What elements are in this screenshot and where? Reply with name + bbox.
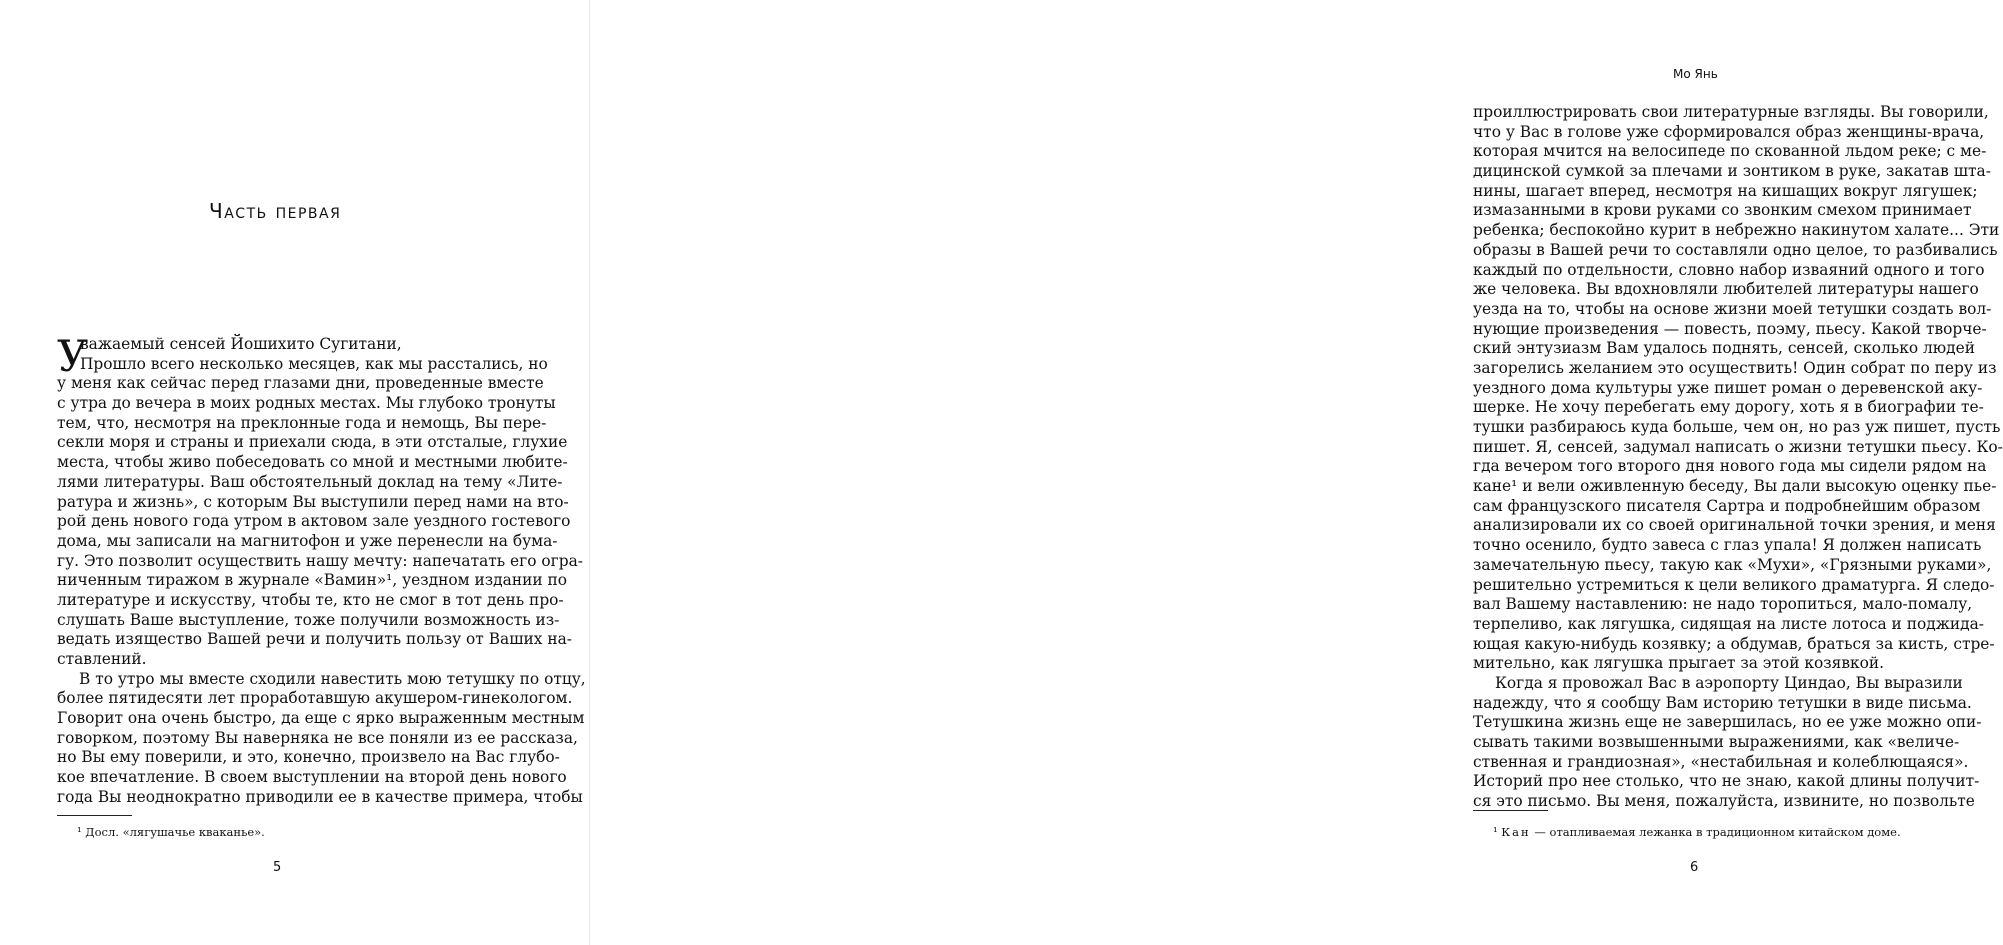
text-line: ведать изящество Вашей речи и получить пользу от Ваших на- <box>57 630 572 649</box>
text-line: ниченным тиражом в журнале «Вамин»¹, уездном издании по <box>57 571 568 590</box>
left-page <box>0 0 589 945</box>
text-line: Тетушкина жизнь еще не завершилась, но ее уже можно опи- <box>1473 713 1982 732</box>
text-line: более пятидесяти лет проработавшую акушером-гинекологом. <box>57 689 573 708</box>
text-line: вал Вашему наставлению: не надо торопиться, мало-помалу, <box>1473 595 1973 614</box>
text-line: уезда на то, чтобы на основе жизни моей тетушки создать вол- <box>1473 299 1992 318</box>
text-line: дицинской сумкой за плечами и зонтиком в руке, закатав шта- <box>1473 162 1991 181</box>
text-line: ратура и жизнь», с которым Вы выступили перед нами на вто- <box>57 492 569 511</box>
drop-cap: У <box>57 332 89 382</box>
text-line: загорелись желанием это осуществить! Один собрат по перу из <box>1473 358 1997 377</box>
text-line: но Вы ему поверили, и это, конечно, произвело на Вас глубо- <box>57 748 560 767</box>
footnote-mark: ¹ <box>1493 825 1498 839</box>
text-line: у меня как сейчас перед глазами дни, проведенные вместе <box>57 374 544 393</box>
text-line: которая мчится на велосипеде по скованной льдом реке; с ме- <box>1473 142 1987 161</box>
text-line: места, чтобы живо побеседовать со мной и местными любите- <box>57 453 568 472</box>
text-line: ребенка; беспокойно курит в небрежно накинутом халате... Эти <box>1473 221 2000 240</box>
text-line: что у Вас в голове уже сформировался образ женщины-врача, <box>1473 122 1985 141</box>
page-number: 5 <box>273 860 282 875</box>
left-text-block <box>57 332 586 808</box>
text-line: сам французского писателя Сартра и подробнейшим образом <box>1473 496 1981 515</box>
text-line: измазанными в крови руками со звонким смехом принимает <box>1473 201 1972 220</box>
right-page <box>590 0 2003 945</box>
footnote-text: — отапливаемая лежанка в традиционном китайском доме. <box>1534 825 1901 839</box>
text-line: шерке. Не хочу перебегать ему дорогу, хоть я в биографии те- <box>1473 398 1984 417</box>
text-line: рой день нового года утром в актовом зале уездного гостевого <box>57 512 571 531</box>
text-line: дома, мы записали на магнитофон и уже перенесли на бума- <box>57 531 558 550</box>
text-line: замечательную пьесу, такую как «Мухи», «Грязными руками», <box>1473 555 1992 574</box>
text-line: терпеливо, как лягушка, сидящая на листе лотоса и поджида- <box>1473 614 1984 633</box>
running-head: Мо Янь <box>1673 67 1718 81</box>
text-line: года Вы неоднократно приводили ее в качестве примера, чтобы <box>57 787 583 806</box>
text-line: нующие произведения — повесть, поэму, пьесу. Какой творче- <box>1473 319 1987 338</box>
text-line: надежду, что я сообщу Вам историю тетушки в виде письма. <box>1473 693 1972 712</box>
footnote-rule <box>57 815 132 816</box>
text-line: говорком, поэтому Вы наверняка не все поняли из ее рассказа, <box>57 728 578 747</box>
text-line: ский энтузиазм Вам удалось поднять, сенсей, сколько людей <box>1473 339 1976 358</box>
footnote <box>1493 825 1901 839</box>
text-line: анализировали их со своей оригинальной точки зрения, и меня <box>1473 516 1996 535</box>
right-text-block <box>1473 103 2003 812</box>
footnote-term: Кан <box>1501 825 1531 839</box>
text-line: ственная и грандиозная», «нестабильная и колеблющаяся». <box>1473 752 1969 771</box>
text-line: кане¹ и вели оживленную беседу, Вы дали высокую оценку пье- <box>1473 477 1997 496</box>
text-line: мительно, как лягушка прыгает за этой козявкой. <box>1473 654 1885 673</box>
text-line: нины, шагает вперед, несмотря на кишащих вокруг лягушек; <box>1473 181 1978 200</box>
text-line: лями литературы. Ваш обстоятельный доклад на тему «Лите- <box>57 472 563 491</box>
text-line: В то утро мы вместе сходили навестить мою тетушку по отцу, <box>79 669 586 688</box>
text-line: литературе и искусству, чтобы те, кто не смог в тот день про- <box>57 590 564 609</box>
text-line: проиллюстрировать свои литературные взгляды. Вы говорили, <box>1473 103 1989 121</box>
text-line: Историй про нее столько, что не знаю, какой длины получит- <box>1473 772 1980 791</box>
text-line: с утра до вечера в моих родных местах. Мы глубоко тронуты <box>57 394 556 413</box>
text-line: точно осенило, будто завеса с глаз упала! Я должен написать <box>1473 536 1982 555</box>
footnote-rule <box>1473 810 1548 811</box>
text-line: ставлений. <box>57 650 147 668</box>
text-line: секли моря и страны и приехали сюда, в эти отсталые, глухие <box>57 433 568 452</box>
text-line: сывать такими возвышенными выражениями, как «величе- <box>1473 733 1960 751</box>
text-line: ющая какую-нибудь козявку; а обдумав, браться за кисть, стре- <box>1473 634 1995 653</box>
text-line: решительно устремиться к цели великого драматурга. Я следо- <box>1473 575 1995 594</box>
text-line: Говорит она очень быстро, да еще с ярко выраженным местным <box>57 709 585 728</box>
text-line: кое впечатление. В своем выступлении на второй день нового <box>57 768 567 787</box>
text-line: Прошло всего несколько месяцев, как мы расстались, но <box>80 354 548 373</box>
text-line: пишет. Я, сенсей, задумал написать о жизни тетушки пьесу. Ко- <box>1473 437 2003 456</box>
text-line: гу. Это позволит осуществить нашу мечту: напечатать его огра- <box>57 551 583 570</box>
text-line: образы в Вашей речи то составляли одно целое, то разбивались <box>1473 240 1998 259</box>
text-line: ся это письмо. Вы меня, пожалуйста, извините, но позвольте <box>1473 792 1975 811</box>
text-line: уездного дома культуры уже пишет роман о деревенской аку- <box>1473 378 1983 397</box>
text-line: каждый по отдельности, словно набор изваяний одного и того <box>1473 260 1985 279</box>
text-line: важаемый сенсей Йошихито Сугитани, <box>80 335 402 353</box>
page-number: 6 <box>1690 860 1699 875</box>
text-line: гда вечером того второго дня нового года мы сидели рядом на <box>1473 457 1987 476</box>
chapter-title: Часть первая <box>209 199 342 223</box>
text-line: Когда я провожал Вас в аэропорту Циндао, Вы выразили <box>1495 673 1963 692</box>
text-line: тушки разбираюсь куда больше, чем он, но раз уж пишет, пусть <box>1473 418 2001 436</box>
footnote: ¹ Досл. «лягушачье кваканье». <box>77 825 265 839</box>
text-line: слушать Ваше выступление, тоже получили возможность из- <box>57 610 560 629</box>
text-line: тем, что, несмотря на преклонные года и немощь, Вы пере- <box>57 413 547 432</box>
text-line: же человека. Вы вдохновляли любителей литературы нашего <box>1473 280 1979 299</box>
